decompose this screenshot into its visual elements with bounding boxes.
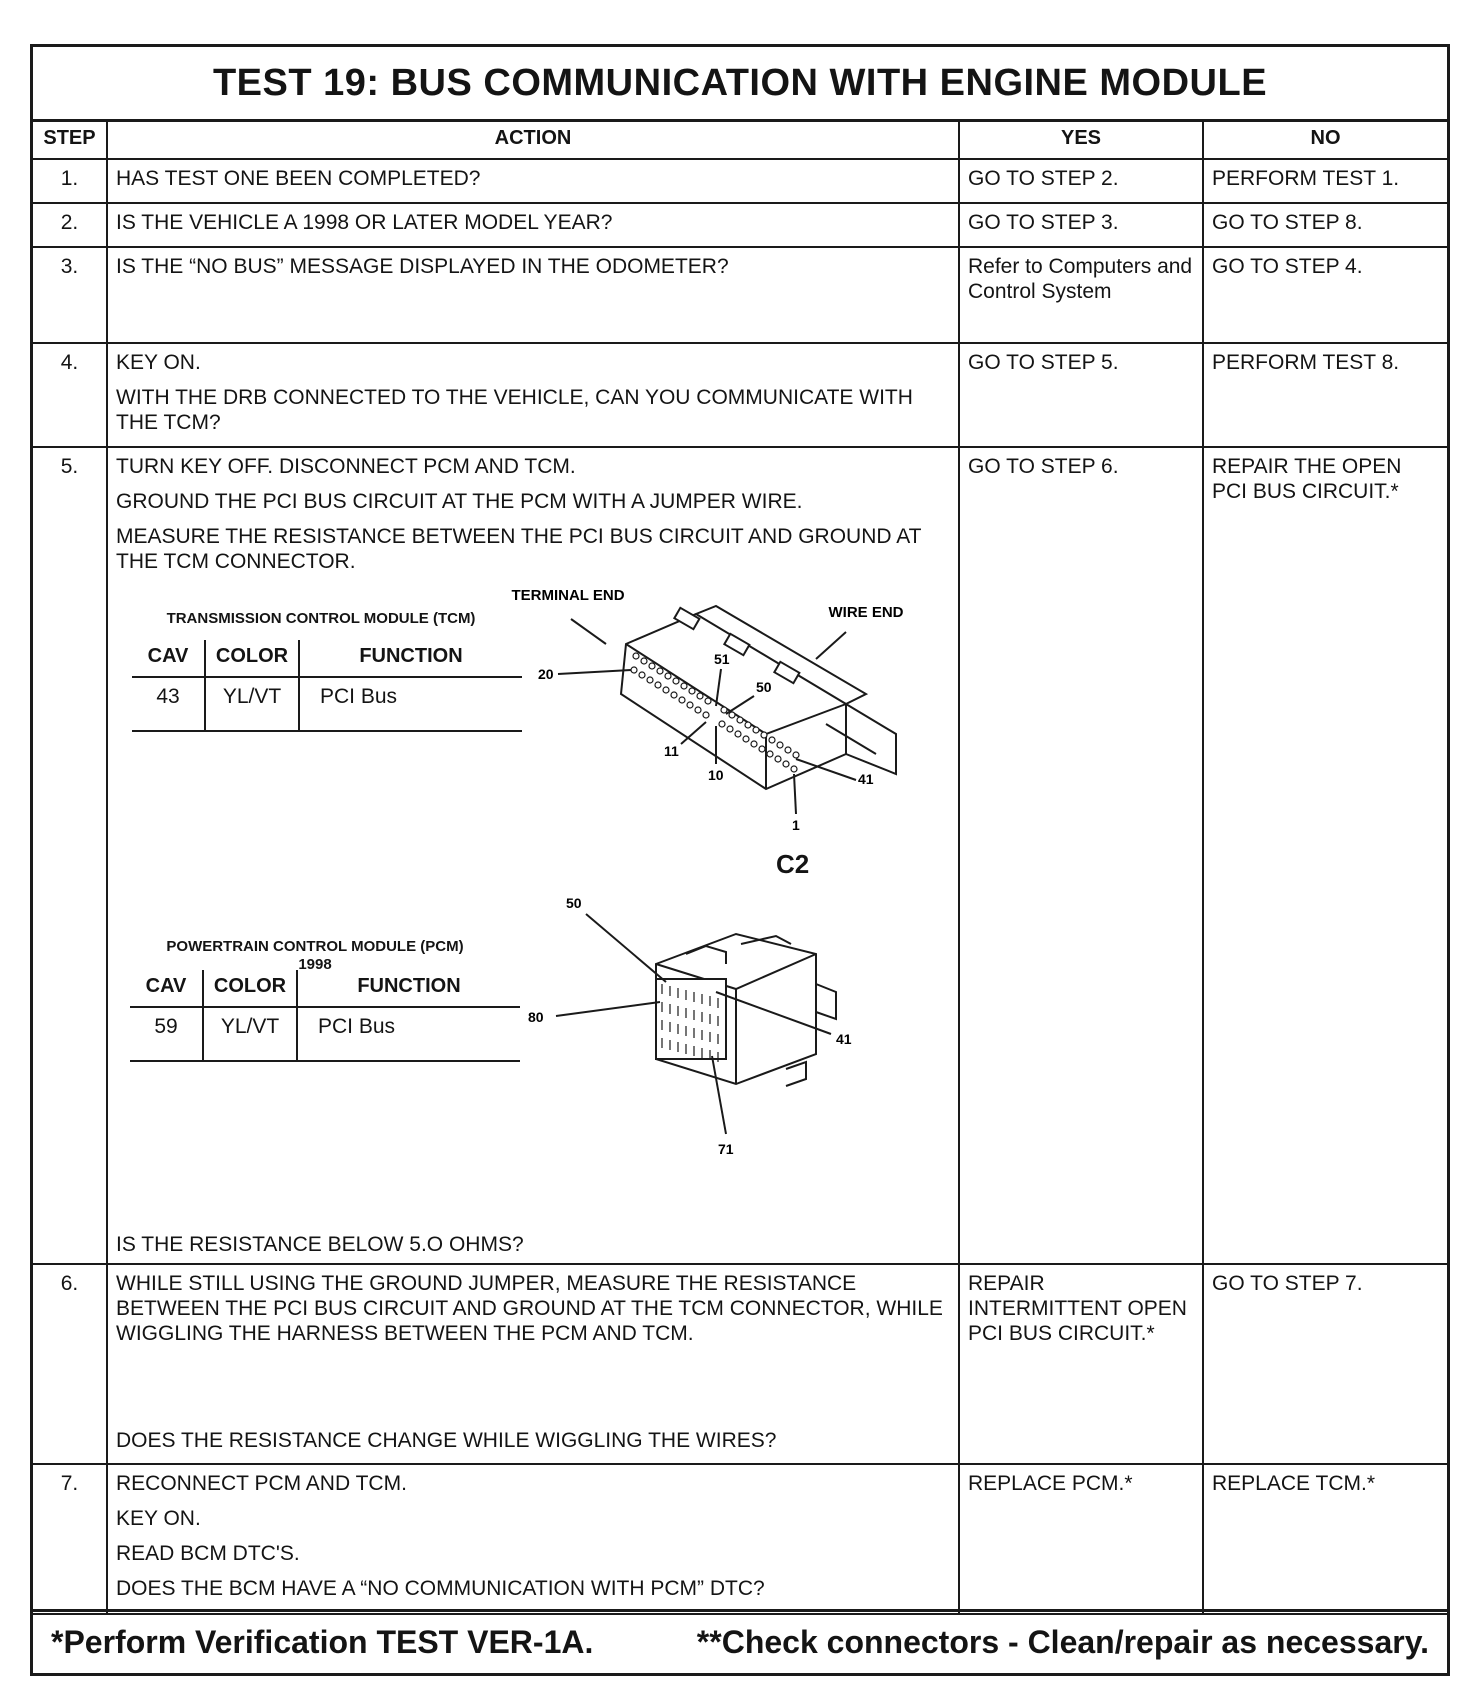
pcm-pinout-table [130,970,520,1062]
step-action [107,1464,959,1614]
step-yes: GO TO STEP 5. [959,343,1203,447]
table-row [33,447,1447,1264]
pcm-cav: 59 [130,1007,203,1061]
footer-note [33,1609,1447,1673]
pin-label: 10 [708,767,724,783]
step-yes: REPAIR INTERMITTENT OPEN PCI BUS CIRCUIT.* [959,1264,1203,1464]
action-question: DOES THE RESISTANCE CHANGE WHILE WIGGLING THE WIRES? [116,1429,777,1452]
step-no: REPLACE TCM.* [1203,1464,1447,1614]
step-action [107,1264,959,1464]
header-no: NO [1203,122,1447,159]
action-line: MEASURE THE RESISTANCE BETWEEN THE PCI BUS CIRCUIT AND GROUND AT THE TCM CONNECTOR. [116,525,922,573]
action-line: WHILE STILL USING THE GROUND JUMPER, MEASURE THE RESISTANCE BETWEEN THE PCI BUS CIRCUIT AND GROUND AT THE TCM CONNECTOR, WHILE WIGGLING THE HARNESS BETWEEN THE PCM AND TCM. [116,1272,943,1345]
header-row [33,122,1447,159]
step-yes: REPLACE PCM.* [959,1464,1203,1614]
step-action: HAS TEST ONE BEEN COMPLETED? [107,159,959,203]
tcm-caption: TRANSMISSION CONTROL MODULE (TCM) [166,610,476,627]
step-yes: GO TO STEP 3. [959,203,1203,247]
label-wire-end: WIRE END [828,604,904,621]
action-line: DOES THE BCM HAVE A “NO COMMUNICATION WITH PCM” DTC? [116,1577,765,1600]
pcm-header-cav: CAV [130,970,203,1007]
action-line: RECONNECT PCM AND TCM. [116,1472,407,1495]
table-row [33,343,1447,447]
table-row [33,203,1447,247]
header-step: STEP [33,122,107,159]
step-no: GO TO STEP 7. [1203,1264,1447,1464]
action-question: IS THE RESISTANCE BELOW 5.O OHMS? [116,1233,524,1256]
step-number: 6. [33,1264,107,1464]
test-table [33,122,1447,1615]
footer-connector-note: **Check connectors - Clean/repair as necessary. [696,1624,1429,1660]
pcm-color: YL/VT [203,1007,297,1061]
action-line: KEY ON. [116,351,201,374]
step-no: GO TO STEP 8. [1203,203,1447,247]
action-line: WITH THE DRB CONNECTED TO THE VEHICLE, CAN YOU COMMUNICATE WITH THE TCM? [116,386,913,434]
tcm-color: YL/VT [205,677,299,731]
action-line: KEY ON. [116,1507,201,1530]
pcm-connector-drawing [528,884,896,1194]
connector-diagrams [116,584,950,1224]
pin-label: 51 [714,651,730,667]
pcm-header-function: FUNCTION [297,970,520,1007]
step-action: IS THE “NO BUS” MESSAGE DISPLAYED IN THE ODOMETER? [107,247,959,343]
tcm-header-color: COLOR [205,640,299,677]
step-number: 5. [33,447,107,1264]
pcm-caption: POWERTRAIN CONTROL MODULE (PCM) [166,938,464,955]
step-number: 2. [33,203,107,247]
pin-label: 80 [528,1009,544,1025]
step-number: 1. [33,159,107,203]
step-no: PERFORM TEST 8. [1203,343,1447,447]
step-no: REPAIR THE OPEN PCI BUS CIRCUIT.* [1203,447,1447,1264]
step-number: 4. [33,343,107,447]
tcm-connector-drawing [511,584,936,864]
pin-label: 20 [538,666,554,682]
header-action: ACTION [107,122,959,159]
pin-label: 50 [756,679,772,695]
step-action [107,447,959,1264]
header-yes: YES [959,122,1203,159]
footer-verification-note: *Perform Verification TEST VER-1A. [51,1624,594,1660]
action-line: READ BCM DTC'S. [116,1542,300,1565]
step-action: IS THE VEHICLE A 1998 OR LATER MODEL YEAR? [107,203,959,247]
pin-label: 11 [664,743,679,759]
step-no: GO TO STEP 4. [1203,247,1447,343]
connector-id: C2 [776,849,810,879]
action-line: GROUND THE PCI BUS CIRCUIT AT THE PCM WITH A JUMPER WIRE. [116,490,803,513]
pin-label: 71 [718,1141,734,1157]
pin-label: 41 [858,771,874,787]
table-row [33,1464,1447,1614]
pcm-header-color: COLOR [203,970,297,1007]
table-row [33,159,1447,203]
step-yes: GO TO STEP 6. [959,447,1203,1264]
step-no: PERFORM TEST 1. [1203,159,1447,203]
table-row [33,247,1447,343]
step-yes: GO TO STEP 2. [959,159,1203,203]
test-sheet [30,44,1450,1676]
tcm-pinout-table [132,640,522,732]
pin-label: 1 [792,817,800,833]
pcm-function: PCI Bus [297,1007,520,1061]
step-yes: Refer to Computers and Control System [959,247,1203,343]
step-number: 7. [33,1464,107,1614]
pin-label: 50 [566,895,582,911]
tcm-header-function: FUNCTION [299,640,522,677]
tcm-cav: 43 [132,677,205,731]
step-number: 3. [33,247,107,343]
tcm-function: PCI Bus [299,677,522,731]
label-terminal-end: TERMINAL END [511,587,625,604]
page-title: TEST 19: BUS COMMUNICATION WITH ENGINE MODULE [33,47,1447,122]
action-line: TURN KEY OFF. DISCONNECT PCM AND TCM. [116,455,576,478]
pcm-year: 1998 [298,956,332,973]
tcm-header-cav: CAV [132,640,205,677]
pin-label: 41 [836,1031,852,1047]
table-row [33,1264,1447,1464]
step-action [107,343,959,447]
